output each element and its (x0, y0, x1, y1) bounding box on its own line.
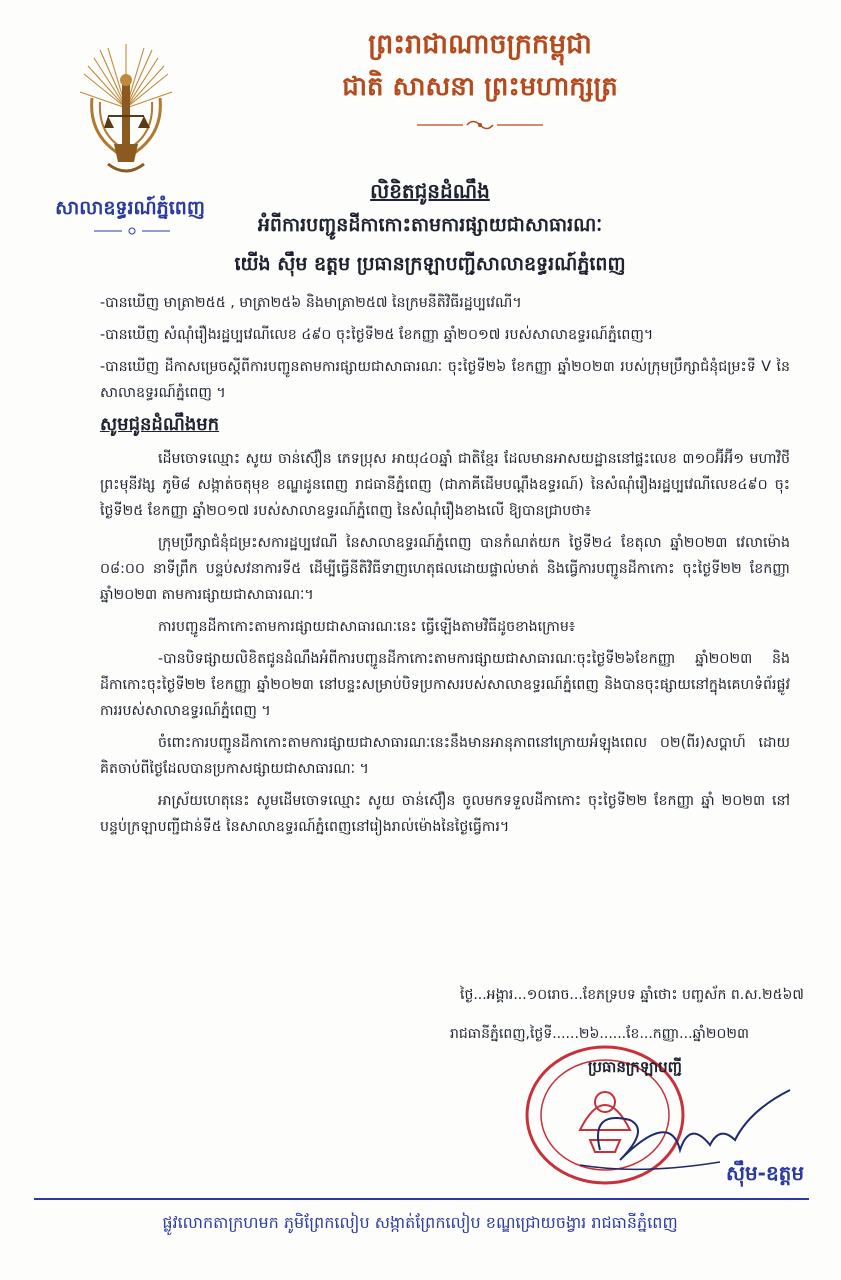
court-emblem-icon (78, 38, 174, 188)
consideration-item: -បានឃើញ ដីកាសម្រេចស្តីពីការបញ្ជូនតាមការផ្សាយជាសាធារណៈ ចុះថ្ងៃទី២៦ ខែកញ្ញា ឆ្នាំ២០២៣ របស់ក្រុមប្រឹក្សាជំនុំជម្រះទី V នៃសាលាឧទ្ធរណ៍ភ្នំពេញ ។ (100, 359, 790, 401)
body-paragraph: ចំពោះការបញ្ជូនដីកាកោះតាមការផ្សាយជាសាធារណៈនេះនឹងមានអានុភាពនៅក្រោយអំឡុងពេល ០២(ពីរ)សប្តាហ៍ ដោយគិតចាប់ពីថ្ងៃដែលបានប្រកាសផ្សាយជាសាធារណៈ ។ (100, 735, 790, 777)
body-paragraph: -បានបិទផ្សាយលិខិតជូនដំណឹងអំពីការបញ្ជូនដីកាកោះតាមការផ្សាយជាសាធារណៈចុះថ្ងៃទី២៦ខែកញ្ញា ឆ្នាំ២០២៣ និងដីកាកោះចុះថ្ងៃទី២២ ខែកញ្ញា ឆ្នាំ២០២៣ នៅបន្ទះសម្រាប់បិទប្រកាសរបស់សាលាឧទ្ធរណ៍ភ្នំពេញ និងបានចុះផ្សាយនៅក្នុងគេហទំព័រផ្លូវការរបស់សាលាឧទ្ធរណ៍ភ្នំពេញ ។ (100, 651, 790, 719)
signer-name: ស៊ឹម-ឧត្តម (725, 1161, 805, 1185)
solar-date: រាជធានីភ្នំពេញ,ថ្ងៃទី......២៦......ខែ...កញ្ញា...ឆ្នាំ២០២៣ (450, 1026, 749, 1042)
body-paragraph: ដើមចោទឈ្មោះ សូយ ចាន់ស៊ឿន ភេទប្រុស អាយុ៤០ឆ្នាំ ជាតិខ្មែរ ដែលមានអាសយដ្ឋាននៅផ្ទះលេខ ៣១០អ៊ីអ៊ី១ មហាវិថីព្រះមុនីវង្ស ភូមិ៨ សង្កាត់ចតុមុខ ខណ្ឌដូនពេញ រាជធានីភ្នំពេញ (ជាភាគីដើមបណ្តឹងឧទ្ធរណ៍) នៃសំណុំរឿងរដ្ឋប្បវេណីលេខ៤៩០ ចុះថ្ងៃទី២៥ ខែកញ្ញា ឆ្នាំ២០១៧ របស់សាលាឧទ្ធរណ៍ភ្នំពេញ នៃសំណុំរឿងខាងលើ ឱ្យបានជ្រាបថា៖ (100, 451, 790, 519)
ornament-divider-icon (415, 118, 545, 132)
lunar-date: ថ្ងៃ...អង្គារ...១០រោច...ខែភទ្របទ ឆ្នាំថោះ បញ្ចស័ក ព.ស.២៥៦៧ (460, 987, 804, 1003)
body-paragraph: ការបញ្ជូនដីកាកោះតាមការផ្សាយជាសាធារណៈនេះ ធ្វើឡើងតាមវិធីដូចខាងក្រោម៖ (158, 619, 576, 635)
notice-body (100, 290, 790, 846)
body-paragraph: អាស្រ័យហេតុនេះ សូមដើមចោទឈ្មោះ សូយ ចាន់ស៊ឿន ចូលមកទទួលដីកាកោះ ចុះថ្ងៃទី២២ ខែកញ្ញា ឆ្នាំ ២០២៣ នៅបន្ទប់ក្រឡាបញ្ជីជាន់ទី៥ នៃសាលាឧទ្ធរណ៍ភ្នំពេញនៅរៀងរាល់ម៉ោងនៃថ្ងៃធ្វើការ។ (100, 793, 790, 835)
section-heading: សូមជូនដំណឹងមក (100, 414, 220, 435)
court-name: សាលាឧទ្ធរណ៍ភ្នំពេញ (55, 197, 205, 219)
body-paragraph: ក្រុមប្រឹក្សាជំនុំជម្រះសការដ្ឋប្បវេណី នៃសាលាឧទ្ធរណ៍ភ្នំពេញ បានកំណត់យក ថ្ងៃទី២៤ ខែតុលា ឆ្នាំ២០២៣ វេលាម៉ោង ០៨:០០ នាទីព្រឹក បន្ទប់សវនាការទី៥ ដើម្បីធ្វើនីតិវិធីទាញហេតុផលដោយផ្ទាល់មាត់ និងធ្វើការបញ្ជូនដីកាកោះ ចុះថ្ងៃទី២២ ខែកញ្ញា ឆ្នាំ២០២៣ តាមការផ្សាយជាសាធារណៈ។ (100, 535, 790, 603)
footer-address: ផ្លូវលោកតាក្រហមក ភូមិព្រែកលៀប សង្កាត់ព្រែកលៀប ខណ្ឌជ្រោយចង្វារ រាជធានីភ្នំពេញ (162, 1213, 678, 1232)
notice-subject: អំពីការបញ្ជូនដីកាកោះតាមការផ្សាយជាសាធារណៈ (257, 214, 603, 236)
national-motto: ជាតិ សាសនា ព្រះមហាក្សត្រ (342, 72, 618, 102)
kingdom-heading: ព្រះរាជាណាចក្រកម្ពុជា (368, 29, 592, 60)
notice-issuer: យើង ស៊ឹម ឧត្តម ប្រធានក្រឡាបញ្ជីសាលាឧទ្ធរណ៍ភ្នំពេញ (234, 253, 626, 275)
consideration-item: -បានឃើញ សំណុំរឿងរដ្ឋប្បវេណីលេខ ៤៩០ ចុះថ្ងៃទី២៥ ខែកញ្ញា ឆ្នាំ២០១៧ របស់សាលាឧទ្ធរណ៍ភ្នំពេញ។ (100, 327, 654, 343)
footer-divider (34, 1198, 809, 1200)
president-label: ប្រធានក្រឡាបញ្ជី (588, 1058, 682, 1076)
notice-title: លិខិតជូនដំណឹង (370, 179, 490, 203)
consideration-item: -បានឃើញ មាត្រា២៥៥ , មាត្រា២៥៦ និងមាត្រា២៥៧ នៃក្រមនីតិវិធីរដ្ឋប្បវេណី។ (100, 295, 522, 311)
